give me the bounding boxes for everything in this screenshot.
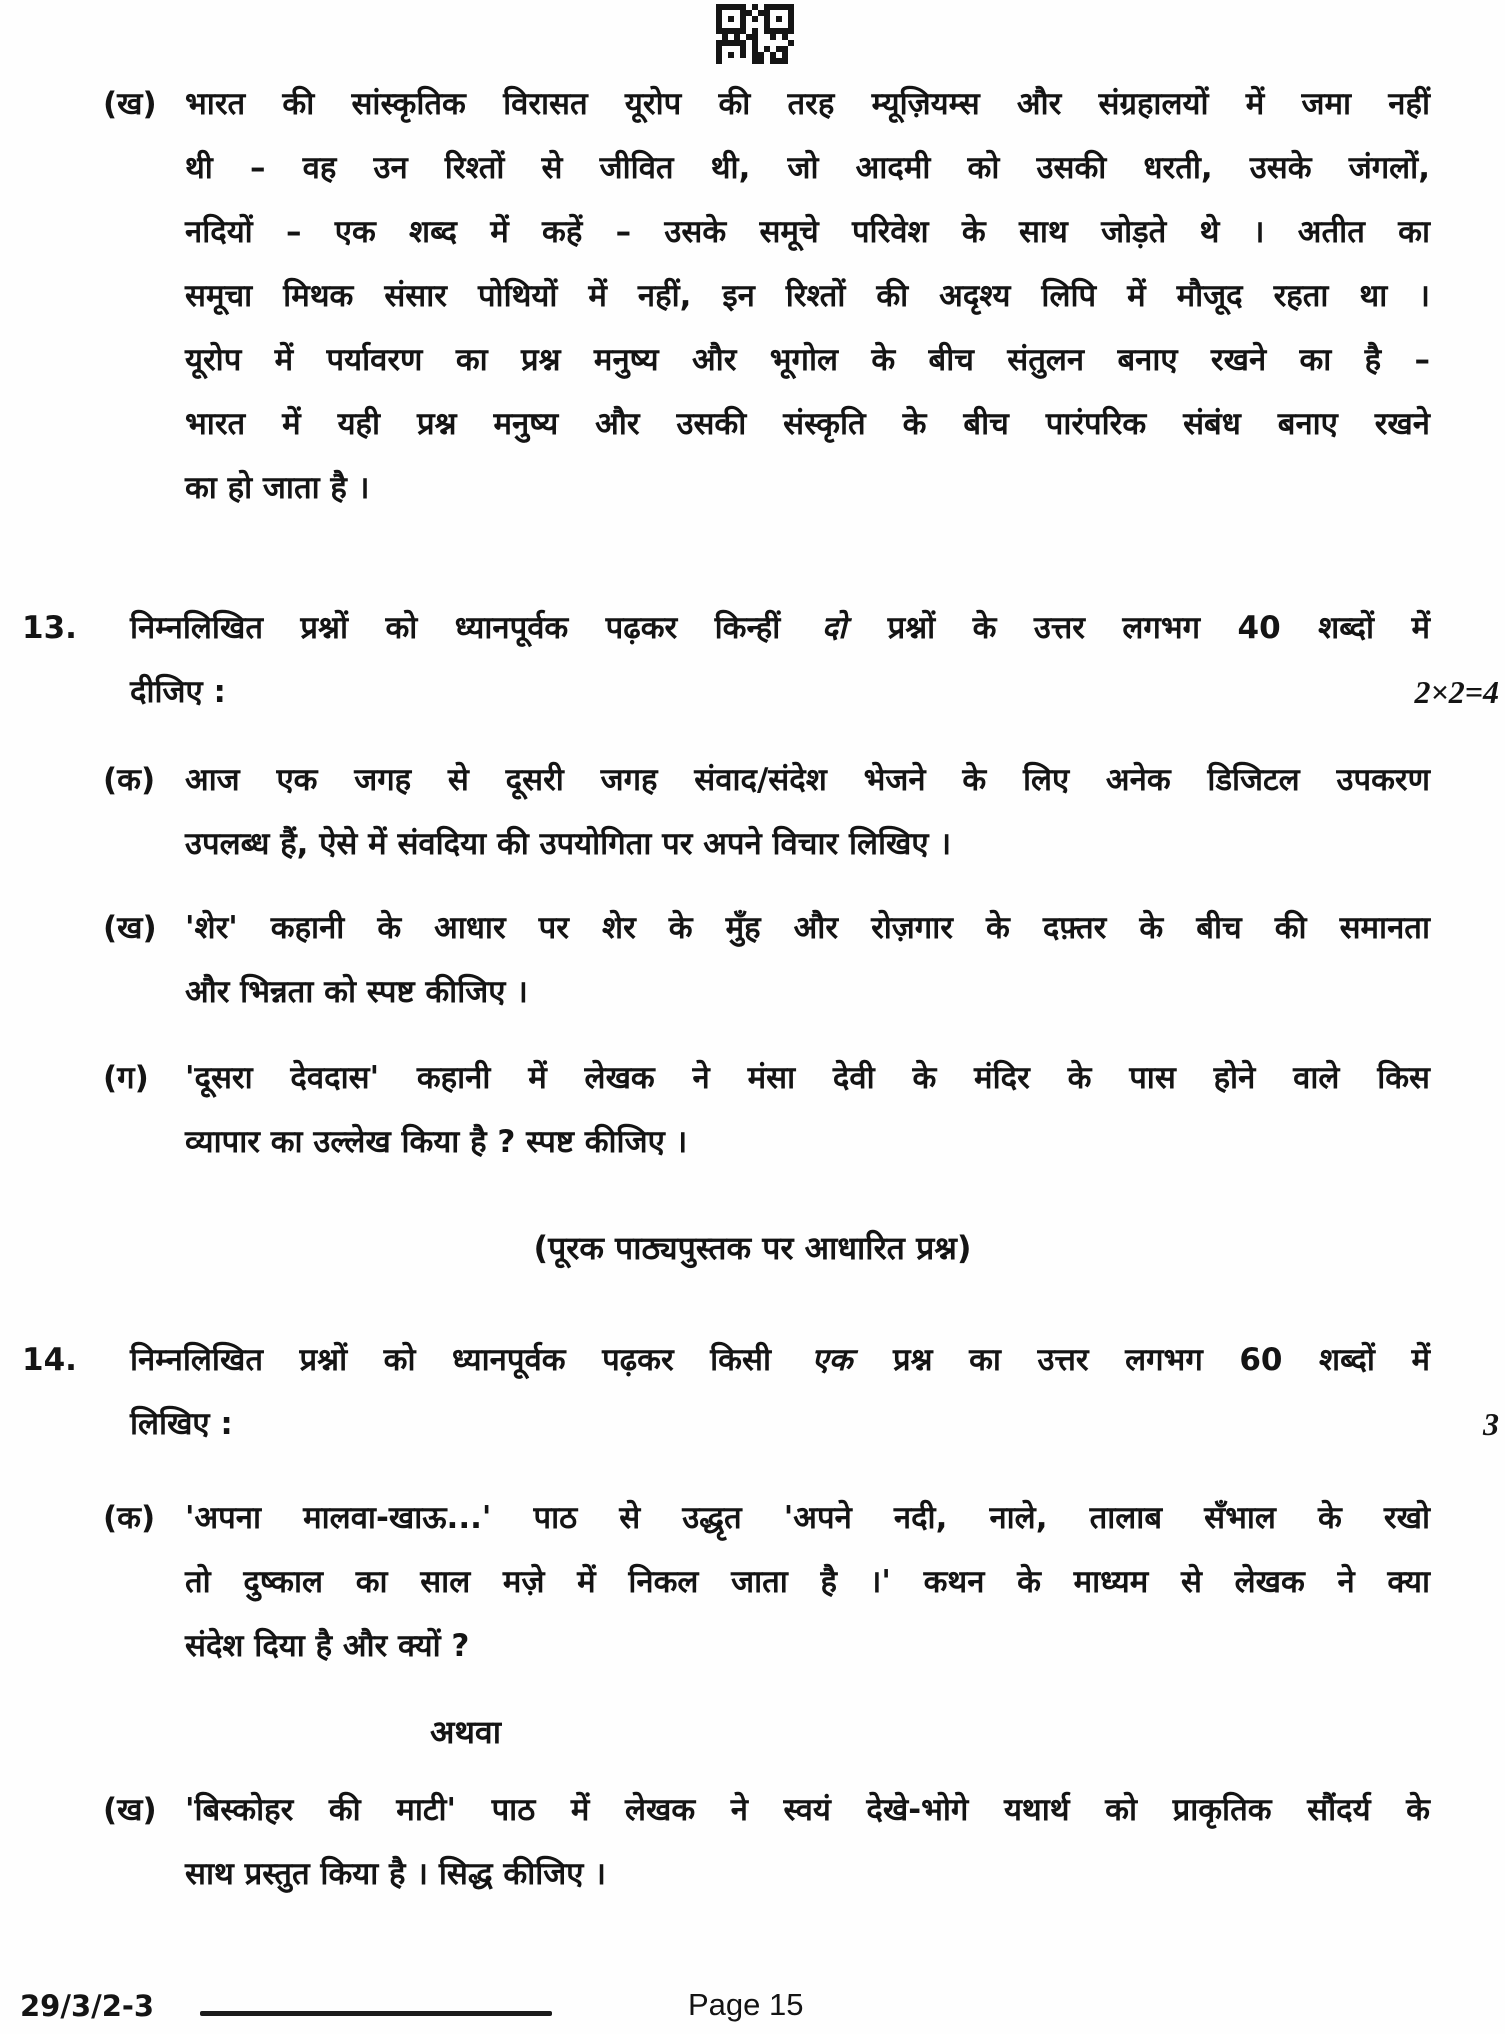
passage-label: (ख) <box>103 86 157 122</box>
emphasis-word: दो <box>821 610 847 646</box>
text-line: व्यापार का उल्लेख किया है ? स्पष्ट कीजिए । <box>185 1124 688 1160</box>
text-line: नदियों – एक शब्द में कहें – उसके समूचे परिवेश के साथ जोड़ते थे । अतीत का <box>185 214 1430 250</box>
marks-badge: 2×2=4 <box>1414 674 1499 710</box>
question-14-intro <box>0 1328 1505 1456</box>
text-line: 'बिस्कोहर की माटी' पाठ में लेखक ने स्वयं देखे-भोगे यथार्थ को प्राकृतिक सौंदर्य के <box>185 1792 1430 1828</box>
question-number: 13. <box>22 610 77 646</box>
question-13-intro <box>0 596 1505 724</box>
question-number: 14. <box>22 1342 77 1378</box>
question-intro-line1 <box>130 1328 1430 1392</box>
text-line: और भिन्नता को स्पष्ट कीजिए । <box>185 974 528 1010</box>
text-line: भारत की सांस्कृतिक विरासत यूरोप की तरह म्यूज़ियम्स और संग्रहालयों में जमा नहीं <box>185 86 1430 122</box>
text-line: साथ प्रस्तुत किया है । सिद्ध कीजिए । <box>185 1856 606 1892</box>
part-text <box>185 1046 1430 1174</box>
emphasis-word: एक <box>811 1342 853 1378</box>
text-line: यूरोप में पर्यावरण का प्रश्न मनुष्य और भूगोल के बीच संतुलन बनाए रखने का है – <box>185 342 1430 378</box>
part-text <box>185 748 1430 876</box>
text-line: भारत में यही प्रश्न मनुष्य और उसकी संस्कृति के बीच पारंपरिक संबंध बनाए रखने <box>185 406 1430 442</box>
text-line: संदेश दिया है और क्यों ? <box>185 1628 470 1664</box>
text-line: तो दुष्काल का साल मज़े में निकल जाता है ।' कथन के माध्यम से लेखक ने क्या <box>185 1564 1430 1600</box>
part-text <box>185 896 1430 1024</box>
text-line: उपलब्ध हैं, ऐसे में संवदिया की उपयोगिता पर अपने विचार लिखिए । <box>185 826 952 862</box>
question-intro-line1 <box>130 596 1430 660</box>
part-text <box>185 1778 1430 1906</box>
text-line: का हो जाता है । <box>185 470 370 506</box>
passage-text <box>185 72 1430 520</box>
part-label: (ख) <box>103 910 157 946</box>
intro-text: प्रश्नों के उत्तर लगभग 40 शब्दों में <box>850 610 1430 646</box>
q14-part-kha <box>0 1778 1505 1906</box>
intro-text: निम्नलिखित प्रश्नों को ध्यानपूर्वक पढ़कर किन्हीं <box>130 610 818 646</box>
q14-part-ka <box>0 1486 1505 1678</box>
paper-code: 29/3/2-3 <box>20 1989 155 2023</box>
part-label: (क) <box>103 762 156 798</box>
intro-text: प्रश्न का उत्तर लगभग 60 शब्दों में <box>856 1342 1430 1378</box>
passage-kha <box>0 72 1505 520</box>
text-line: थी – वह उन रिश्तों से जीवित थी, जो आदमी को उसकी धरती, उसके जंगलों, <box>185 150 1430 186</box>
q13-part-ga <box>0 1046 1505 1174</box>
text-line: 'दूसरा देवदास' कहानी में लेखक ने मंसा देवी के मंदिर के पास होने वाले किस <box>185 1060 1430 1096</box>
qr-code-icon <box>716 3 794 65</box>
q13-part-kha <box>0 896 1505 1024</box>
part-label: (ग) <box>103 1060 149 1096</box>
page-footer <box>0 1985 1505 2034</box>
text-line: 'शेर' कहानी के आधार पर शेर के मुँह और रोज़गार के दफ़्तर के बीच की समानता <box>185 910 1430 946</box>
text-line: आज एक जगह से दूसरी जगह संवाद/संदेश भेजने के लिए अनेक डिजिटल उपकरण <box>185 762 1430 798</box>
or-separator: अथवा <box>430 1713 501 1751</box>
question-intro-line2: लिखिए : <box>130 1406 233 1442</box>
section-heading: (पूरक पाठ्यपुस्तक पर आधारित प्रश्न) <box>533 1229 972 1267</box>
part-label: (ख) <box>103 1792 157 1828</box>
part-text <box>185 1486 1430 1678</box>
marks-badge: 3 <box>1483 1406 1499 1442</box>
part-label: (क) <box>103 1500 156 1536</box>
footer-divider <box>200 2011 552 2016</box>
text-line: समूचा मिथक संसार पोथियों में नहीं, इन रिश्तों की अदृश्य लिपि में मौजूद रहता था । <box>185 278 1430 314</box>
question-intro-line2: दीजिए : <box>130 674 226 710</box>
q13-part-ka <box>0 748 1505 876</box>
intro-text: निम्नलिखित प्रश्नों को ध्यानपूर्वक पढ़कर किसी <box>130 1342 808 1378</box>
text-line: 'अपना मालवा-खाऊ...' पाठ से उद्धृत 'अपने नदी, नाले, तालाब सँभाल के रखो <box>185 1500 1430 1536</box>
page-number: Page 15 <box>688 1987 804 2022</box>
